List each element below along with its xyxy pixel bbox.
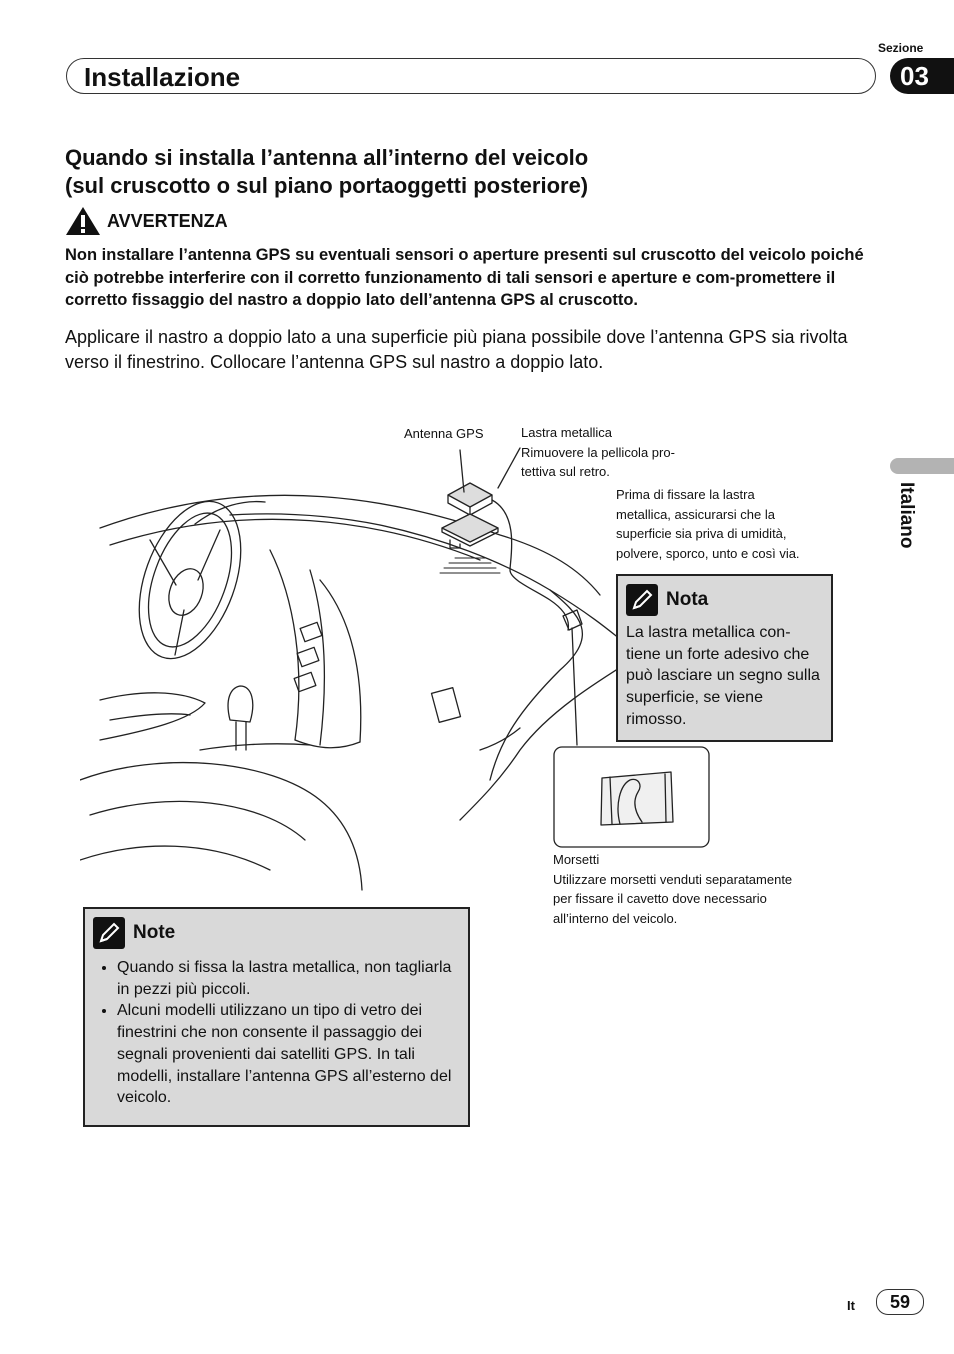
note-list — [93, 957, 458, 1109]
plate-note-1: Rimuovere la pellicola pro- — [521, 444, 675, 460]
before-line-2: metallica, assicurarsi che la — [616, 506, 775, 522]
language-label: Italiano — [896, 482, 917, 549]
instruction-text: Applicare il nastro a doppio lato a una superficie più piana possibile dove l’antenna GPS sia rivolta verso il finestrino. Collocare l’antenna GPS sul nastro a doppio lato. — [65, 327, 848, 372]
plate-label: Lastra metallica — [521, 425, 613, 440]
nota-box — [616, 574, 833, 742]
plate-note-2: tettiva sul retro. — [521, 464, 610, 479]
pencil-icon — [626, 584, 658, 616]
gear-shift — [228, 686, 253, 722]
page-number: 59 — [876, 1289, 924, 1315]
note-item: • Quando si fissa la lastra metallica, non tagliarla in pezzi più piccoli. — [117, 957, 458, 1000]
label-antenna-gps: Antenna GPS — [404, 426, 484, 441]
note-title: Note — [133, 922, 176, 943]
nota-header — [626, 584, 823, 616]
language-tab — [890, 458, 954, 474]
page-title: Installazione — [84, 62, 241, 92]
label-clamps — [553, 850, 853, 928]
section-badge: 03 — [890, 58, 954, 94]
clamps-label: Morsetti — [553, 852, 600, 867]
clamps-line-1: Utilizzare morsetti venduti separatamente — [553, 871, 793, 887]
seat — [80, 763, 362, 890]
heading-line-2: (sul cruscotto o sul piano portaoggetti posteriore) — [65, 173, 589, 198]
warning-text: Non installare l’antenna GPS su eventuali sensori o aperture presenti sul cruscotto del veicolo poiché ciò potrebbe interferire con il corretto funzionamento di tali sensori e aperture e com-promettere il corretto fissaggio del nastro a doppio lato dell’antenna GPS al cruscotto. — [65, 246, 864, 309]
before-line-1: Prima di fissare la lastra — [616, 487, 755, 502]
label-before-fixing — [616, 485, 846, 563]
windshield-line — [100, 495, 600, 595]
section-label: Sezione — [878, 41, 924, 55]
clamps-line-3: all’interno del veicolo. — [553, 910, 678, 926]
before-line-3: superficie sia priva di umidità, — [616, 526, 787, 541]
section-heading — [65, 144, 765, 200]
note-box — [83, 907, 470, 1127]
warning-title: AVVERTENZA — [107, 210, 228, 231]
warning-header — [65, 206, 228, 236]
warning-icon — [65, 206, 101, 236]
footer-language: It — [847, 1298, 855, 1313]
note-item: • Alcuni modelli utilizzano un tipo di vetro dei finestrini che non consente il passaggio dei segnali provenienti dai satelliti GPS. In tali modelli, installare l’antenna GPS all’esterno del veicolo. — [117, 1000, 458, 1109]
nota-title: Nota — [666, 589, 709, 610]
heading-line-1: Quando si installa l’antenna all’interno del veicolo — [65, 145, 589, 170]
pencil-icon — [93, 917, 125, 949]
before-line-4: polvere, sporco, unto e così via. — [616, 545, 800, 561]
note-header — [93, 917, 458, 949]
clamps-line-2: per fissare il cavetto dove necessario — [553, 891, 767, 906]
nota-text: La lastra metallica con-tiene un forte adesivo che può lasciare un segno sulla superficie, se viene rimosso. — [626, 624, 820, 728]
clamp-detail — [554, 747, 709, 847]
label-metal-plate — [521, 423, 711, 482]
